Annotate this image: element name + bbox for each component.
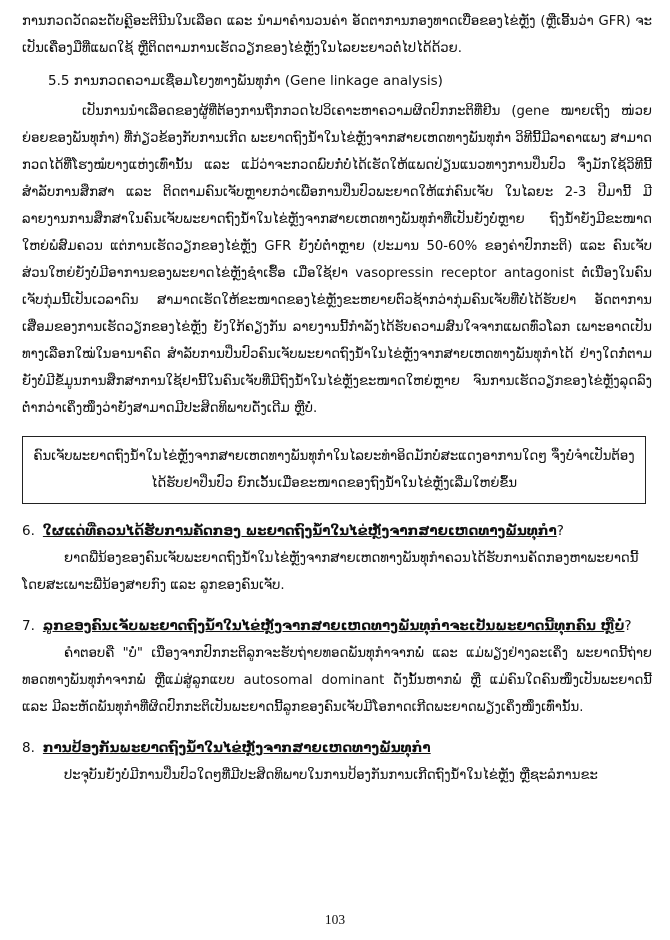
section-5-5-paragraph: ເປັນການນຳເລືອດຂອງຜູ້ທີ່ຕ້ອງການຖືກກວດໄປວິເຄາະຫາຄວາມຜິດປົກກະຕິທີ່ຢີນ (gene ໝາຍເຖິງ ໜ່ວຍຍ່ອຍຂອງພັນທຸກຳ) ທີ່ກ່ຽວຂ້ອງກັບການເກີດ ພະຍາດຖົງນ້ຳໃນໄຂ່ຫຼັງຈາກສາຍເຫດທາງພັນທຸກຳ ວິທີນີ້ມີລາຄາແພງ ສາມາດກວດໄດ້ທີ່ໂຮງໝໍບາງແຫ່ງເທົ່ານັ້ນ ແລະ ແມ້ວ່າຈະກວດພົບກໍ່ບໍ່ໄດ້ເຮັດໃຫ້ແພດປ່ຽນແນວທາງການປິ່ນປົວ ຈຶ່ງມັກໃຊ້ວິທີນີ້ສຳລັບການສຶກສາ ແລະ ຕິດຕາມຄົນເຈັບຫຼາຍກວ່າເພື່ອການປິ່ນປົວພະຍາດໃຫ້ແກ່ຄົນເຈັບ ໃນໄລຍະ 2-3 ປີມານີ້ ມີລາຍງານການສຶກສາໃນຄົນເຈັບພະຍາດຖົງນ້ຳໃນໄຂ່ຫຼັງຈາກສາຍເຫດທາງພັນທຸກຳທີ່ເປັນຍັງບໍ່ຫຼາຍ ຖົງນ້ຳຍັງມີຂະໜາດໃຫຍ່ພໍສົມຄວນ ແຕ່ການເຮັດວຽກຂອງໄຂ່ຫຼັງ GFR ຍັງບໍ່ຕ່ຳຫຼາຍ (ປະມານ 50-60% ຂອງຄ່າປົກກະຕິ) ແລະ ຄົນເຈັບສ່ວນໃຫຍ່ຍັງບໍ່ມີອາການຂອງພະຍາດໄຂ່ຫຼັງຊຳເຮື້ອ ເມື່ອໃຊ້ຢາ vasopressin receptor antagonist ຕໍ່ເນື່ອງໃນຄົນເຈັບກຸ່ມນີ້ເປັນເວລາດົນ ສາມາດເຮັດໃຫ້ຂະໜາດຂອງໄຂ່ຫຼັງຂະຫຍາຍຕົວຊ້າກວ່າກຸ່ມຄົນເຈັບທີ່ບໍ່ໄດ້ຮັບຢາ ອັດຕາການເສື່ອມຂອງການເຮັດວຽກຂອງໄຂ່ຫຼັງ ຍັງໃກ້ຄຽງກັນ ລາຍງານນີ້ກຳລັງໄດ້ຮັບຄວາມສົນໃຈຈາກແພດທົ່ວໂລກ ເພາະອາດເປັນທາງເລືອກໃໝ່ໃນອານາຄົດ ສຳລັບການປິ່ນປົວຄົນເຈັບພະຍາດຖົງນ້ຳໃນໄຂ່ຫຼັງຈາກສາຍເຫດທາງພັນທຸກຳໄດ້ ຢ່າງໃດກໍ່ຕາມຍັງບໍ່ມີຂໍ້ມູນການສຶກສາການໃຊ້ຢານີ້ໃນຄົນເຈັບທີ່ມີຖົງນ້ຳໃນໄຂ່ຫຼັງຂະໜາດໃຫຍ່ຫຼາຍ ຈົນການເຮັດວຽກຂອງໄຂ່ຫຼັງລຸດລົງຕ່ຳກວ່າເຄິ່ງໜຶ່ງວ່າຍັງສາມາດມີປະສິດທິພາບດັ່ງເດີມ ຫຼືບໍ່. — [22, 104, 652, 416]
question-6-title: ໃຜແດ່ທີ່ຄວນໄດ້ຮັບການຄັດກອງ ພະຍາດຖົງນ້ຳໃນໄຂ່ຫຼັງຈາກສາຍເຫດທາງພັນທຸກຳ — [42, 523, 557, 539]
question-8-heading — [22, 735, 652, 762]
question-8-title: ການປ້ອງກັນພະຍາດຖົງນ້ຳໃນໄຂ່ຫຼັງຈາກສາຍເຫດທາງພັນທຸກຳ — [42, 740, 431, 756]
question-7-mark: ? — [624, 618, 632, 634]
question-6-number: 6. — [22, 523, 35, 539]
question-7-answer: ຄຳຕອບຄື "ບໍ່" ເນື່ອງຈາກປົກກະຕິລູກຈະຮັບຖ່າຍທອດພັນທຸກຳຈາກພໍ່ ແລະ ແມ່ພຽງຢ່າງລະເຄິ່ງ ພະຍາດນີ້ຖ່າຍທອດທາງພັນທຸກຳຈາກພໍ່ ຫຼືແມ່ສູ່ລູກແບບ autosomal dominant ດັ່ງນັ້ນຫາກພໍ່ ຫຼື ແມ່ຄົນໃດຄົນໜຶ່ງເປັນພະຍາດນີ້ ແລະ ມີລະຫັດພັນທຸກຳທີ່ຜິດປົກກະຕິເປັນພະຍາດນີ້ລູກຂອງຄົນເຈັບມີໂອກາດເກີດພະຍາດພຽງເຄິ່ງໜຶ່ງເທົ່ານັ້ນ. — [22, 646, 652, 715]
question-8-number: 8. — [22, 740, 35, 756]
document-page — [22, 8, 652, 789]
question-7-title: ລູກຂອງຄົນເຈັບພະຍາດຖົງນ້ຳໃນໄຂ່ຫຼັງຈາກສາຍເຫດທາງພັນທຸກຳຈະເປັນພະຍາດນີ້ທຸກຄົນ ຫຼືບໍ່ — [42, 618, 625, 634]
section-5-5-heading: 5.5 ການກວດຄວາມເຊື່ອມໂຍງທາງພັນທຸກຳ (Gene linkage analysis) — [48, 73, 443, 89]
page-number: 103 — [324, 912, 346, 927]
intro-paragraph: ການກວດວັດລະດັບຄຼີອະຕີນີນໃນເລືອດ ແລະ ນຳມາຄຳນວນຄ່າ ອັດຕາການກອງທາດເບື່ອຂອງໄຂ່ຫຼັງ (ຫຼືເອີ້ນວ່າ GFR) ຈະເປັນເຄື່ອງມືທີ່ແພດໃຊ້ ຫຼືຕິດຕາມການເຮັດວຽກຂອງໄຂ່ຫຼັງໃນໄລຍະຍາວຕໍ່ໄປໄດ້ດ້ວຍ. — [22, 14, 652, 56]
question-7-number: 7. — [22, 618, 35, 634]
boxed-note: ຄົນເຈັບພະຍາດຖົງນ້ຳໃນໄຂ່ຫຼັງຈາກສາຍເຫດທາງພັນທຸກຳໃນໄລຍະທຳອິດມັກບໍ່ສະແດງອາການໃດໆ ຈຶ່ງບໍ່ຈຳເປັນຕ້ອງໄດ້ຮັບຢາປິ່ນປົວ ຍົກເວັ້ນເມື່ອຂະໜາດຂອງຖົງນ້ຳໃນໄຂ່ຫຼັງເລີ່ມໃຫຍ່ຂຶ້ນ — [22, 436, 646, 504]
question-6-answer: ຍາດພີ່ນ້ອງຂອງຄົນເຈັບພະຍາດຖົງນ້ຳໃນໄຂ່ຫຼັງຈາກສາຍເຫດທາງພັນທຸກຳຄວນໄດ້ຮັບການຄັດກອງຫາພະຍາດນີ້ ໂດຍສະເພາະພີ່ນ້ອງສາຍກົງ ແລະ ລູກຂອງຄົນເຈັບ. — [22, 551, 639, 593]
question-6-heading — [22, 518, 652, 545]
question-6-mark: ? — [556, 523, 564, 539]
question-8-answer: ປະຈຸບັນຍັງບໍ່ມີການປິ່ນປົວໃດໆທີ່ມີປະສິດທິພາບໃນການປ້ອງກັນການເກີດຖົງນ້ຳໃນໄຂ່ຫຼັງ ຫຼືຊະລໍການຂະ — [64, 768, 598, 783]
question-7-heading — [22, 613, 652, 640]
